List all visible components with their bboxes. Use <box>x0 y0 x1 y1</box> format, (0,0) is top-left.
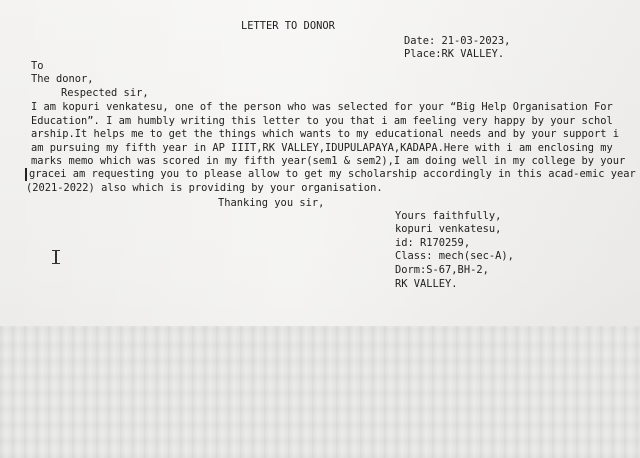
signature-class: Class: mech(sec-A), <box>395 250 514 262</box>
body-line: marks memo which was scored in my fifth year(sem1 & sem2),I am doing well in my college by your <box>31 155 626 167</box>
text-cursor-icon <box>52 250 60 264</box>
body-line: arship.It helps me to get the things which wants to my educational needs and by your support i <box>31 128 620 140</box>
letter-date: Date: 21-03-2023, <box>404 35 511 47</box>
signature-id: id: R170259, <box>395 237 471 249</box>
signature-dorm: Dorm:S-67,BH-2, <box>395 264 489 276</box>
recipient-addressee: The donor, <box>31 73 94 85</box>
signature-name: kopuri venkatesu, <box>395 223 502 235</box>
body-line: I am kopuri venkatesu, one of the person who was selected for your “Big Help Organisation For <box>31 101 613 113</box>
letter-heading: LETTER TO DONOR <box>241 20 335 32</box>
signature-closing: Yours faithfully, <box>395 210 502 222</box>
body-line: Education”. I am humbly writing this letter to you that i am feeling very happy by your schol <box>31 115 613 127</box>
body-line: gracei am requesting you to please allow to get my scholarship accordingly in this acad-emic year <box>29 168 636 180</box>
salutation: Respected sir, <box>61 87 149 99</box>
letter-place: Place:RK VALLEY. <box>404 48 505 60</box>
body-line: am pursuing my fifth year in AP IIIT,RK VALLEY,IDUPULAPAYA,KADAPA.Here with i am enclosing my <box>31 142 613 154</box>
text-caret <box>25 168 27 181</box>
body-line: (2021-2022) also which is providing by your organisation. <box>26 182 383 194</box>
recipient-to: To <box>31 60 44 72</box>
blurred-region <box>0 326 640 458</box>
closing-thanks: Thanking you sir, <box>218 197 325 209</box>
signature-place: RK VALLEY. <box>395 278 458 290</box>
